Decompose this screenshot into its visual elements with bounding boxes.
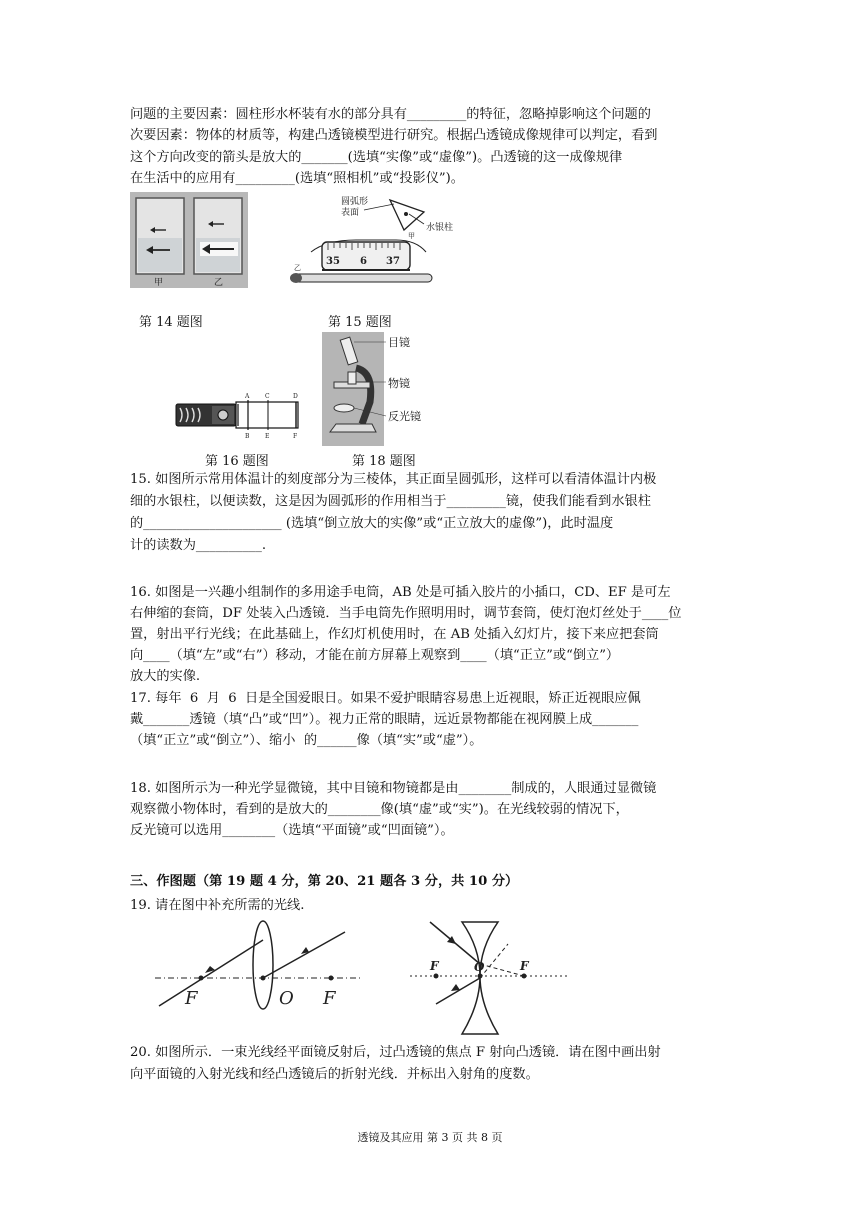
intro-line-1: 问题的主要因素：圆柱形水杯装有水的部分具有_________的特征，忽略掉影响这个问题的 [130, 107, 651, 122]
svg-text:B: B [245, 433, 250, 440]
q16-line-1: 16. 如图是一兴趣小组制作的多用途手电筒，AB 处是可插入胶片的小插口，CD、EF 是可左 [130, 585, 671, 600]
q15-line-4: 计的读数为__________. [130, 538, 267, 553]
svg-text:水银柱: 水银柱 [426, 223, 454, 233]
intro-line-4: 在生活中的应用有_________(选填“照相机”或“投影仪”)。 [130, 171, 464, 186]
intro-line-3: 这个方向改变的箭头是放大的_______(选填“实像”或“虚像”)。凸透镜的这一成像规律 [130, 150, 623, 165]
figure-14-label-jia: 甲 [154, 278, 164, 288]
q19-o-label: O [279, 988, 294, 1009]
page-footer: 透镜及其应用 第 3 页 共 8 页 [357, 1131, 503, 1144]
svg-text:圆弧形: 圆弧形 [341, 197, 369, 207]
q18-line-3: 反光镜可以选用________（选填“平面镜”或“凹面镜”）。 [130, 823, 454, 838]
svg-text:A: A [245, 393, 250, 400]
figure-18-label-objective: 物镜 [388, 377, 410, 390]
figure-18-caption: 第 18 题图 [352, 454, 416, 469]
q18-line-2: 观察微小物体时，看到的是放大的________像(填“虚”或“实”)。在光线较弱的情况下， [130, 802, 629, 817]
svg-text:F: F [293, 433, 298, 440]
q19-convex-lens-diagram [155, 920, 365, 1010]
q20-line-2: 向平面镜的入射光线和经凸透镜后的折射光线．并标出入射角的度数。 [130, 1067, 539, 1082]
figure-18-label-eyepiece: 目镜 [388, 336, 410, 349]
figure-15-thermometer [286, 190, 456, 290]
svg-text:6: 6 [360, 256, 367, 267]
q19-left-f-label: F [185, 988, 198, 1009]
svg-text:乙: 乙 [294, 264, 301, 272]
q16-line-3: 置，射出平行光线；在此基础上，作幻灯机使用时，在 AB 处插入幻灯片，接下来应把套筒 [130, 627, 659, 642]
q20-line-1: 20. 如图所示．一束光线经平面镜反射后，过凸透镜的焦点 F 射向凸透镜．请在图中画出射 [130, 1045, 661, 1060]
q19-concave-lens-diagram [410, 918, 570, 1038]
figure-16-flashlight [172, 390, 304, 440]
svg-text:37: 37 [386, 256, 400, 267]
q17-line-1: 17. 每年 6 月 6 日是全国爱眼日。如果不爱护眼睛容易患上近视眼，矫正近视眼应佩 [130, 691, 641, 706]
q19-concave-left-f-label: F [430, 959, 439, 973]
figure-14-photo [130, 192, 248, 288]
svg-text:C: C [265, 393, 270, 400]
svg-text:D: D [293, 393, 298, 400]
q17-line-2: 戴_______透镜（填“凸”或“凹”）。视力正常的眼睛，远近景物都能在视网膜上成_______ [130, 712, 639, 727]
q15-line-3: 的_____________________ (选填“倒立放大的实像”或“正立放大的虚像”)，此时温度 [130, 516, 614, 531]
intro-line-2: 次要因素：物体的材质等，构建凸透镜模型进行研究。根据凸透镜成像规律可以判定，看到 [130, 128, 658, 143]
q16-line-2: 右伸缩的套筒，DF 处装入凸透镜．当手电筒先作照明用时，调节套筒，使灯泡灯丝处于____位 [130, 606, 682, 621]
figure-14-caption: 第 14 题图 [139, 315, 203, 330]
section-3-heading: 三、作图题（第 19 题 4 分，第 20、21 题各 3 分，共 10 分） [130, 874, 519, 889]
figure-18-microscope [322, 332, 422, 446]
q16-line-4: 向____（填“左”或“右”）移动，才能在前方屏幕上观察到____（填“正立”或“倒立”） [130, 648, 620, 663]
svg-text:表面: 表面 [341, 208, 360, 218]
figure-18-label-mirror: 反光镜 [388, 410, 421, 423]
svg-text:甲: 甲 [408, 232, 415, 240]
q19-right-f-label: F [323, 988, 336, 1009]
q18-line-1: 18. 如图所示为一种光学显微镜，其中目镜和物镜都是由________制成的，人眼通过显微镜 [130, 781, 657, 796]
figure-15-caption: 第 15 题图 [328, 315, 392, 330]
figure-14-label-yi: 乙 [214, 278, 224, 288]
q19-concave-o-label: O [474, 960, 485, 974]
q15-line-2: 细的水银柱，以便读数，这是因为圆弧形的作用相当于_________镜，使我们能看到水银柱 [130, 494, 651, 509]
svg-text:E: E [265, 433, 270, 440]
q15-line-1: 15. 如图所示常用体温计的刻度部分为三棱体，其正面呈圆弧形，这样可以看清体温计内极 [130, 472, 657, 487]
svg-text:35: 35 [326, 256, 340, 267]
q17-line-3: （填“正立”或“倒立”）、缩小 的______像（填“实”或“虚”）。 [130, 733, 483, 748]
q19-concave-right-f-label: F [520, 959, 529, 973]
q16-line-5: 放大的实像. [130, 669, 201, 684]
q19-text: 19. 请在图中补充所需的光线. [130, 898, 305, 913]
figure-16-caption: 第 16 题图 [205, 454, 269, 469]
